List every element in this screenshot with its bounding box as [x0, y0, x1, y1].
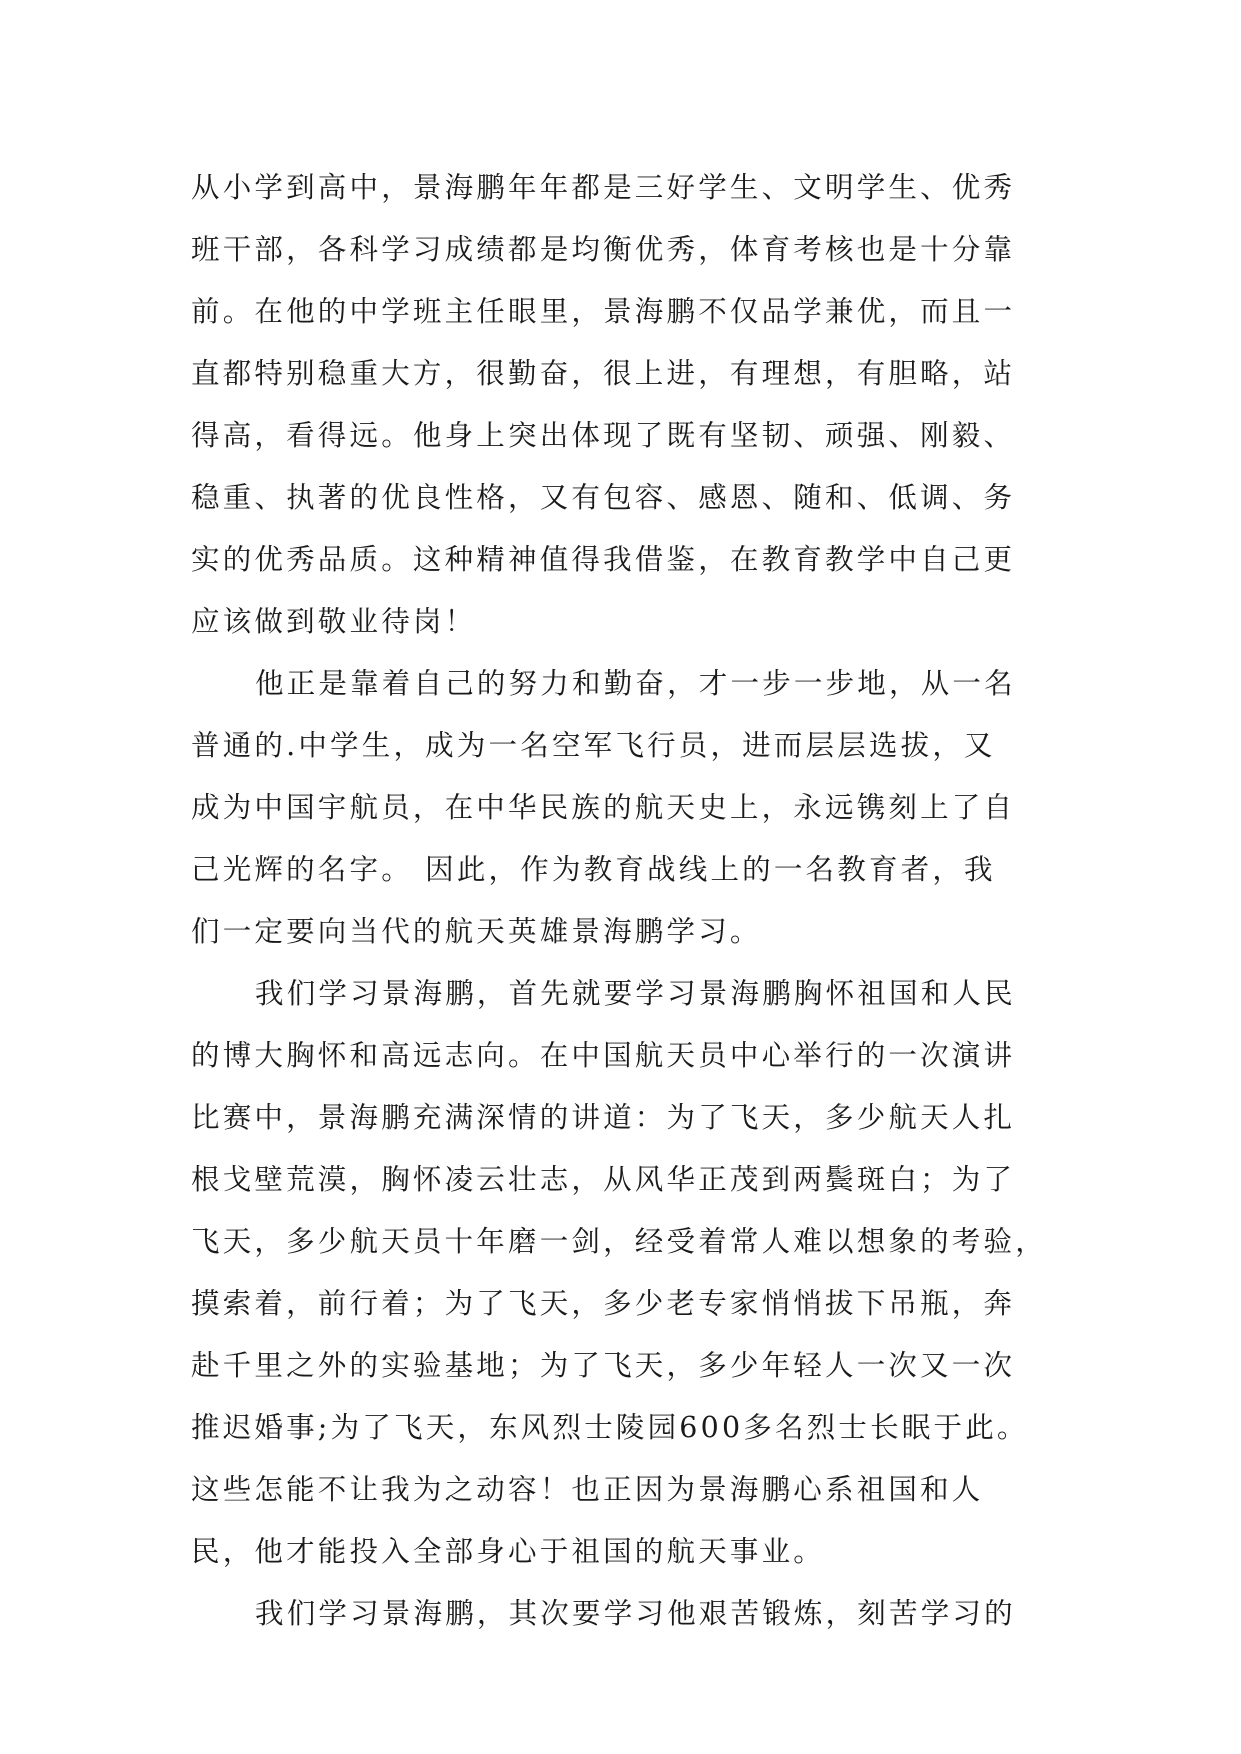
text-line: 己光辉的名字。 因此，作为教育战线上的一名教育者，我: [191, 853, 996, 886]
paragraph-first-line: 我们学习景海鹏，其次要学习他艰苦锻炼，刻苦学习的: [255, 1597, 1016, 1630]
text-line: 应该做到敬业待岗！: [191, 605, 477, 638]
text-line: 得高，看得远。他身上突出体现了既有坚韧、顽强、刚毅、: [191, 419, 1016, 452]
paragraph-first-line: 他正是靠着自己的努力和勤奋，才一步一步地，从一名: [255, 667, 1016, 700]
text-line: 民，他才能投入全部身心于祖国的航天事业。: [191, 1535, 826, 1568]
text-line: 班干部，各科学习成绩都是均衡优秀，体育考核也是十分靠: [191, 233, 1016, 266]
text-line: 飞天，多少航天员十年磨一剑，经受着常人难以想象的考验，: [191, 1225, 1047, 1258]
text-line: 摸索着，前行着；为了飞天，多少老专家悄悄拔下吊瓶，奔: [191, 1287, 1016, 1320]
text-line: 的博大胸怀和高远志向。在中国航天员中心举行的一次演讲: [191, 1039, 1016, 1072]
text-line: 这些怎能不让我为之动容！也正因为景海鹏心系祖国和人: [191, 1473, 984, 1506]
text-line: 普通的.中学生，成为一名空军飞行员，进而层层选拔，又: [191, 729, 996, 762]
text-line: 直都特别稳重大方，很勤奋，很上进，有理想，有胆略，站: [191, 357, 1016, 390]
text-line: 比赛中，景海鹏充满深情的讲道：为了飞天，多少航天人扎: [191, 1101, 1016, 1134]
text-line: 成为中国宇航员，在中华民族的航天史上，永远镌刻上了自: [191, 791, 1016, 824]
text-line: 根戈壁荒漠，胸怀凌云壮志，从风华正茂到两鬓斑白；为了: [191, 1163, 1016, 1196]
text-line: 们一定要向当代的航天英雄景海鹏学习。: [191, 915, 762, 948]
text-line: 实的优秀品质。这种精神值得我借鉴，在教育教学中自己更: [191, 543, 1016, 576]
text-line: 稳重、执著的优良性格，又有包容、感恩、随和、低调、务: [191, 481, 1016, 514]
text-line: 赴千里之外的实验基地；为了飞天，多少年轻人一次又一次: [191, 1349, 1016, 1382]
text-line: 前。在他的中学班主任眼里，景海鹏不仅品学兼优，而且一: [191, 295, 1016, 328]
document-body: [191, 157, 1071, 1645]
paragraph-first-line: 我们学习景海鹏，首先就要学习景海鹏胸怀祖国和人民: [255, 977, 1016, 1010]
text-line: 从小学到高中，景海鹏年年都是三好学生、文明学生、优秀: [191, 171, 1016, 204]
text-line: 推迟婚事;为了飞天，东风烈士陵园600多名烈士长眠于此。: [191, 1411, 1029, 1444]
